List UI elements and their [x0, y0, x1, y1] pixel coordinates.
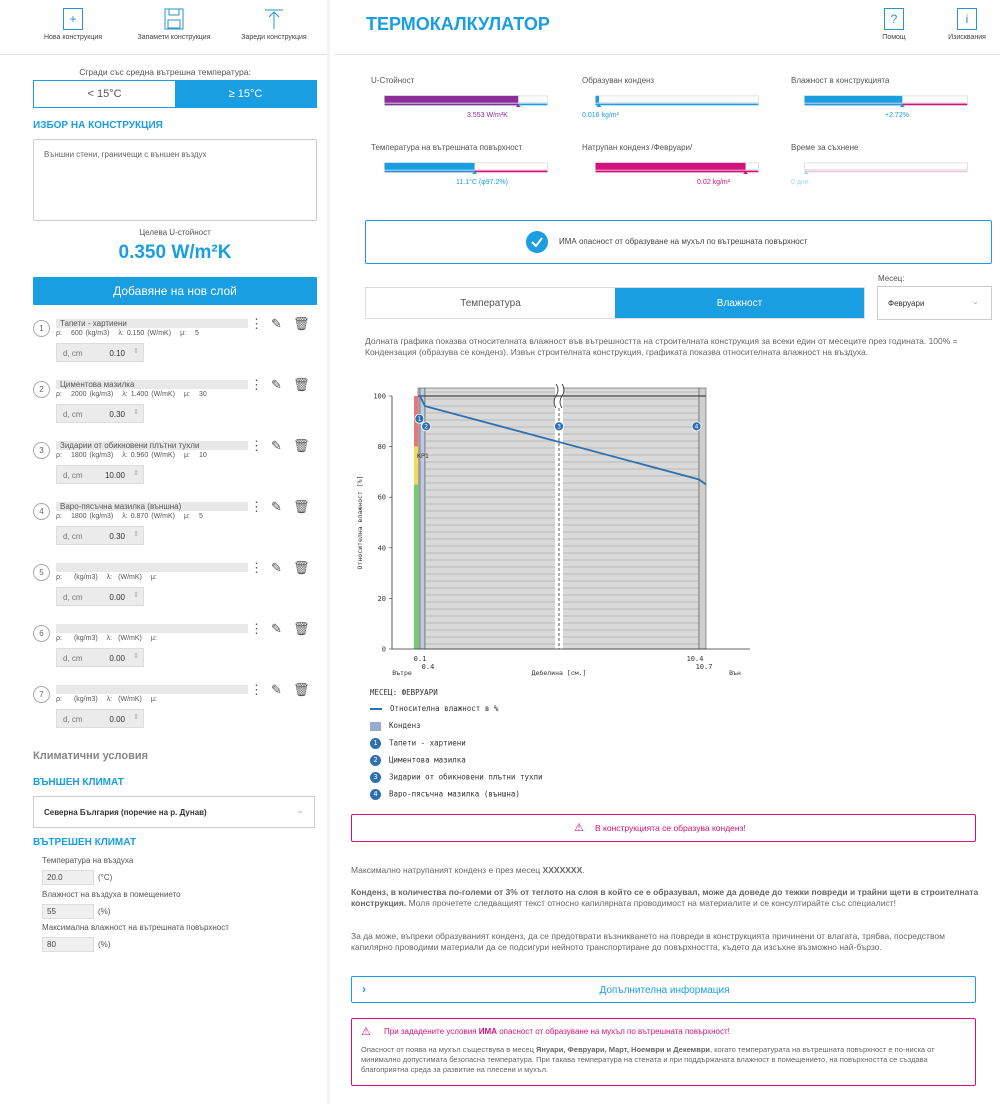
layer-thickness-input[interactable]: d, cm 0.00 ⇕	[56, 709, 144, 728]
legend-month: МЕСЕЦ: ФЕВРУАРИ	[370, 688, 438, 697]
more-options-icon[interactable]: ⋮	[250, 316, 263, 331]
layer-thickness-input[interactable]: d, cm 0.00 ⇕	[56, 587, 144, 606]
indicator-label: Влажност в конструкцията	[791, 76, 890, 85]
chevron-down-icon: ⌄	[296, 805, 304, 815]
more-options-icon[interactable]: ⋮	[250, 560, 263, 575]
y-tick-label: 0	[381, 645, 386, 654]
layer-number: 2	[33, 381, 50, 398]
indicator	[371, 143, 561, 203]
bar-underline-left	[385, 104, 519, 106]
ext-climate-select[interactable]: Северна България (поречие на р. Дунав) ⌄	[33, 796, 315, 828]
bar-fill	[596, 96, 599, 103]
y-axis-title: Относителна влажност [%]	[356, 475, 364, 570]
tab-humidity[interactable]: Влажност	[615, 288, 864, 318]
bar-fill	[385, 96, 519, 103]
condensate-swatch	[370, 722, 381, 731]
humidity-label: Влажност на въздуха в помещението	[42, 890, 181, 899]
more-options-icon[interactable]: ⋮	[250, 377, 263, 392]
y-tick-label: 40	[377, 544, 386, 553]
climate-header: Климатични условия	[33, 750, 149, 762]
layer-actions	[250, 621, 312, 637]
floppy-icon	[164, 8, 184, 30]
delete-icon[interactable]: 🗑	[293, 377, 310, 392]
mold-alert	[351, 1018, 976, 1086]
layer-number: 1	[33, 320, 50, 337]
legend-layer-item: 3 Зидарии от обикновени плътни тухли	[370, 772, 543, 783]
edit-icon[interactable]: ✎	[271, 316, 282, 331]
indicator-value: +2.72%	[885, 112, 909, 119]
layer-marker-icon: 2	[370, 755, 381, 766]
max-humidity-select[interactable]: 80	[42, 937, 94, 952]
y-tick-label: 60	[377, 493, 386, 502]
legend-rh: Относителна влажност в %	[370, 704, 498, 713]
tab-temperature[interactable]: Температура	[366, 288, 615, 318]
layer-row	[0, 316, 330, 381]
layer-row	[0, 560, 330, 625]
ext-climate-header: ВЪНШЕН КЛИМАТ	[33, 777, 124, 788]
mold-status-box: ИМА опасност от образуване на мухъл по вътрешната повърхност	[365, 220, 992, 264]
delete-icon[interactable]: 🗑	[293, 499, 310, 514]
chevron-right-icon: ›	[362, 982, 366, 996]
edit-icon[interactable]: ✎	[271, 621, 282, 636]
more-options-icon[interactable]: ⋮	[250, 499, 263, 514]
bar-underline	[596, 104, 759, 106]
construction-choice-header: ИЗБОР НА КОНСТРУКЦИЯ	[33, 120, 163, 131]
chart-description: Долната графика показва относителната влажност във вътрешността на строителната конструкция за всеки един от месеците през годината. 100% = Кондензация (образува се конденз). Извън строителната конструкция, графиката показва относителната влажност на въздуха.	[365, 336, 958, 358]
spinner-icon[interactable]: ⇕	[133, 531, 139, 538]
legend-layer-item: 1 Тапети - хартиени	[370, 738, 466, 749]
indicator-bar	[791, 162, 981, 174]
target-u-label: Целева U-стойност	[139, 228, 211, 237]
x-tick-label: 0.4	[421, 663, 435, 671]
indicator	[582, 76, 772, 136]
layer-name[interactable]: Тапети - хартиени	[56, 319, 248, 328]
layer-marker-label: 2	[424, 423, 429, 431]
more-options-icon[interactable]: ⋮	[250, 682, 263, 697]
bar-underline-left	[596, 171, 746, 173]
layer-thickness-input[interactable]: d, cm 0.10 ⇕	[56, 343, 144, 362]
layer-number: 5	[33, 564, 50, 581]
warning-paragraph: Конденз, в количества по-големи от 3% от теглото на слоя в който се е образувал, може да доведе до тежки повреди и трайни щети в строителната конструкция. Моля прочетете следващият текст относно капилярната проводимост на материалите и се консултирайте със специалист!	[351, 887, 979, 909]
bar-fill	[385, 163, 475, 170]
load-construction-button[interactable]: Зареди конструкция	[238, 8, 310, 41]
indicator-bar	[582, 162, 772, 174]
condensate-alert: ⚠ В конструкцията се образува конденз!	[351, 814, 976, 842]
temp-question: Сгради със средна вътрешна температура:	[79, 67, 251, 77]
indicator-bar	[371, 95, 561, 107]
requirements-button[interactable]: i Изисквания	[945, 8, 989, 41]
right-panel	[330, 0, 1000, 1104]
max-humidity-label: Максимална влажност на вътрешната повърхност	[42, 923, 229, 932]
layer-props: ρ: (kg/m3) λ: (W/mK) μ:	[56, 574, 157, 581]
layer-row	[0, 377, 330, 442]
indicator-value: 0 дни	[791, 179, 809, 186]
indicator-label: Време за съхнене	[791, 143, 859, 152]
info-icon: i	[957, 8, 977, 30]
x-side-label-outside: Вън	[729, 669, 741, 677]
edit-icon[interactable]: ✎	[271, 377, 282, 392]
bar-underline	[805, 171, 968, 173]
y-tick-label: 100	[373, 392, 386, 401]
layer-marker-label: 1	[417, 416, 422, 424]
add-layer-button[interactable]: Добавяне на нов слой	[33, 277, 317, 305]
layer-actions	[250, 560, 312, 576]
layer-marker-label: 4	[694, 423, 699, 431]
left-panel: + Нова конструкция Запамети конструкция Зареди конструкция Сгради със средна вътрешна температура: < 15°C ≥ 15°C ИЗБОР НА КОНСТРУКЦИЯ Външни стени, граничещи с външен въздух Целева U-стойност 0.350 W/m²K Добавяне на нов слой 1 Тапети - хартиени ρ: 600 (kg/m3) λ: 0.150 (W/mK) μ: 5 d, cm 0.10 ⇕ ⋮ ✎ 🗑 2 Циментова мазилка ρ: 2000 (kg/m3) λ: 1.400 (W/mK) μ: 30 d, cm 0.30 ⇕ ⋮ ✎ 🗑 3 Зидарии от обикновени плътни тухли ρ: 1800 (kg/m3) λ: 0.960 (W/mK) μ: 10 d, cm 10.00 ⇕ ⋮ ✎ 🗑 4 Варо-пясъчна мазилка (външна) ρ: 1800 (kg/m3) λ: 0.870 (W/mK) μ: 5 d, cm 0.30 ⇕ ⋮ ✎ 🗑 5 ρ: (kg/m3) λ: (W/mK) μ: d, cm 0.00 ⇕ ⋮ ✎ 🗑 6 ρ: (kg/m3) λ: (W/mK) μ: d, cm 0.00 ⇕ ⋮ ✎ 🗑 7 ρ: (kg/m3) λ: (W/mK) μ: d, cm 0.00 ⇕ ⋮ ✎ 🗑 Климатични условия ВЪНШЕН КЛИМАТ Северна България (поречие на р. Дунав) ⌄ ВЪТРЕШЕН КЛИМАТ Температура на въздуха 20.0 (°C) Влажност на въздуха в помещението 55 (%) Максимална влажност на вътрешната повърхност 80 (%)	[0, 0, 330, 1104]
layer-name[interactable]: Зидарии от обикновени плътни тухли	[56, 441, 248, 450]
temp-high-option[interactable]: ≥ 15°C	[175, 81, 316, 107]
layer-props: ρ: 1800 (kg/m3) λ: 0.870 (W/mK) μ: 5	[56, 513, 203, 520]
layer-actions	[250, 438, 312, 454]
y-tick-label: 80	[377, 443, 386, 452]
save-construction-button[interactable]: Запамети конструкция	[133, 8, 215, 41]
more-info-button[interactable]: › Допълнителна информация	[351, 976, 976, 1003]
kp-label: КР1	[417, 452, 429, 460]
x-side-label-inside: Вътре	[392, 669, 412, 677]
month-label: Месец:	[878, 274, 905, 283]
delete-icon[interactable]: 🗑	[293, 682, 310, 697]
risk-green	[414, 485, 418, 649]
more-options-icon[interactable]: ⋮	[250, 438, 263, 453]
legend-condensate: Конденз	[370, 721, 421, 731]
indicator	[371, 76, 561, 136]
indicator-value: 11.1°C (φ97.2%)	[456, 179, 508, 186]
layer-row	[0, 682, 330, 747]
layer-props: ρ: 1800 (kg/m3) λ: 0.960 (W/mK) μ: 10	[56, 452, 207, 459]
layer-marker-icon: 4	[370, 789, 381, 800]
humidity-input[interactable]: 55	[42, 904, 94, 919]
indicator	[791, 143, 981, 203]
layer-thickness-input[interactable]: d, cm 0.30 ⇕	[56, 526, 144, 545]
warning-icon: ⚠	[574, 822, 584, 834]
layer-number: 7	[33, 686, 50, 703]
layer-marker-label: 3	[557, 423, 561, 431]
more-options-icon[interactable]: ⋮	[250, 621, 263, 636]
temp-toggle	[33, 80, 317, 108]
check-icon	[526, 231, 548, 253]
indicator-value: 3.553 W/m²K	[467, 112, 508, 119]
indicator	[791, 76, 981, 136]
new-construction-button[interactable]: + Нова конструкция	[40, 8, 106, 41]
chevron-down-icon: ⌄	[971, 296, 979, 306]
layer-thickness-input[interactable]: d, cm 0.00 ⇕	[56, 648, 144, 667]
spinner-icon[interactable]: ⇕	[133, 592, 139, 599]
max-condensate-text: Максимално натрупаният конденз е през месец XXXXXXX.	[351, 865, 585, 875]
warning-icon: ⚠	[361, 1026, 371, 1038]
layer-marker-icon: 1	[370, 738, 381, 749]
line-swatch	[370, 708, 382, 710]
delete-icon[interactable]: 🗑	[293, 438, 310, 453]
y-tick-label: 20	[377, 594, 386, 603]
layer-name[interactable]	[56, 624, 248, 633]
layer-name[interactable]: Варо-пясъчна мазилка (външна)	[56, 502, 248, 511]
plus-icon: +	[63, 8, 83, 30]
upload-icon	[264, 8, 284, 30]
layer-name[interactable]: Циментова мазилка	[56, 380, 248, 389]
mold-alert-text: Опасност от поява на мухъл съществува в месец Януари, Февруари, Март, Ноември и Декември, когато температурата на вътрешната повърхност е по-ниска от минимално допустимата безопасна температура. При такава температура на стената и при поддържаната влажност в помещението, на повърхността се създава благоприятна среда за развитие на плесени и мухъл.	[361, 1045, 935, 1075]
layer-name[interactable]	[56, 563, 248, 572]
bar-underline-left	[805, 104, 903, 106]
spinner-icon[interactable]: ⇕	[133, 348, 139, 355]
temp-low-option[interactable]: < 15°C	[34, 81, 175, 107]
indicator-value: 0.016 kg/m²	[582, 112, 619, 119]
layer-props: ρ: 2000 (kg/m3) λ: 1.400 (W/mK) μ: 30	[56, 391, 207, 398]
layer-props: ρ: (kg/m3) λ: (W/mK) μ:	[56, 635, 157, 642]
indicator-bar	[791, 95, 981, 107]
delete-icon[interactable]: 🗑	[293, 316, 310, 331]
delete-icon[interactable]: 🗑	[293, 621, 310, 636]
layer-row	[0, 438, 330, 503]
mold-alert-title: При зададените условия ИМА опасност от образуване на мухъл по вътрешната повърхност!	[384, 1027, 730, 1036]
question-icon: ?	[884, 8, 904, 30]
legend-layer-item: 4 Варо-пясъчна мазилка (външна)	[370, 789, 520, 800]
edit-icon[interactable]: ✎	[271, 560, 282, 575]
air-temp-label: Температура на въздуха	[42, 856, 134, 865]
spinner-icon[interactable]: ⇕	[133, 470, 139, 477]
indicator	[582, 143, 772, 203]
x-tick-label: 10.7	[695, 663, 713, 671]
bar-fill	[805, 96, 903, 103]
layer-number: 3	[33, 442, 50, 459]
layer-actions	[250, 316, 312, 332]
spinner-icon[interactable]: ⇕	[133, 714, 139, 721]
target-u-value: 0.350 W/m²K	[118, 242, 232, 263]
layer-actions	[250, 377, 312, 393]
bar-fill	[596, 163, 746, 170]
x-tick-label: 0.1	[413, 655, 427, 663]
delete-icon[interactable]: 🗑	[293, 560, 310, 575]
humidity-chart	[340, 380, 760, 680]
layer-thickness-input[interactable]: d, cm 0.30 ⇕	[56, 404, 144, 423]
indicator-value: 0.02 kg/m²	[697, 179, 731, 186]
bar-track	[596, 96, 759, 103]
capillary-paragraph: За да може, въпреки образуваният конденз, да се предотврати възникването на повреди в конструкцията причинени от влагата, трябва, посредством капилярно проводими материали да се подсигури нейното транспортиране до повърхността, където да изсъхне възможно най-бързо.	[351, 931, 945, 953]
bar-underline-left	[385, 171, 475, 173]
layer-number: 6	[33, 625, 50, 642]
edit-icon[interactable]: ✎	[271, 438, 282, 453]
indicator-label: Образуван конденз	[582, 76, 655, 85]
construction-textarea[interactable]: Външни стени, граничещи с външен въздух	[33, 139, 317, 221]
air-temp-input[interactable]: 20.0	[42, 870, 94, 885]
layer-number: 4	[33, 503, 50, 520]
indicator-label: Натрупан конденз /Февруари/	[582, 143, 693, 152]
layer-marker-icon: 3	[370, 772, 381, 783]
app-title: ТЕРМОКАЛКУЛАТОР	[366, 14, 550, 34]
layer-actions	[250, 499, 312, 515]
chart-tabs	[365, 287, 865, 319]
x-tick-label: 10.4	[686, 655, 704, 663]
month-select[interactable]: Февруари ⌄	[877, 286, 992, 320]
layer-row	[0, 499, 330, 564]
help-button[interactable]: ? Помощ	[880, 8, 908, 41]
layer-props: ρ: (kg/m3) λ: (W/mK) μ:	[56, 696, 157, 703]
layer-thickness-input[interactable]: d, cm 10.00 ⇕	[56, 465, 144, 484]
bar-track	[805, 163, 968, 170]
layer-name[interactable]	[56, 685, 248, 694]
spinner-icon[interactable]: ⇕	[133, 409, 139, 416]
legend-layer-item: 2 Циментова мазилка	[370, 755, 466, 766]
edit-icon[interactable]: ✎	[271, 499, 282, 514]
indicator-bar	[371, 162, 561, 174]
indicator-bar	[582, 95, 772, 107]
int-climate-header: ВЪТРЕШЕН КЛИМАТ	[33, 837, 137, 848]
layer-props: ρ: 600 (kg/m3) λ: 0.150 (W/mK) μ: 5	[56, 330, 199, 337]
x-axis-title: Дебелина [см.]	[531, 669, 587, 677]
spinner-icon[interactable]: ⇕	[133, 653, 139, 660]
layer-actions	[250, 682, 312, 698]
indicator-label: U-Стойност	[371, 76, 415, 85]
indicator-label: Температура на вътрешната повърхност	[371, 143, 523, 152]
layer-row	[0, 621, 330, 686]
edit-icon[interactable]: ✎	[271, 682, 282, 697]
